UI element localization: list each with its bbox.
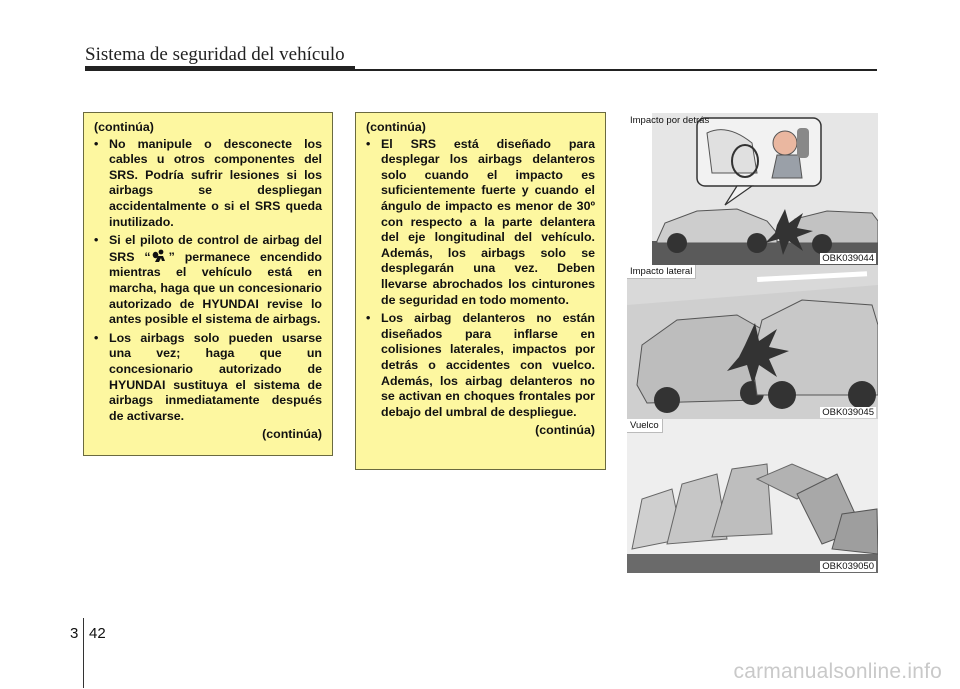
- figure-code-rear: OBK039044: [822, 253, 874, 264]
- box1-item-1: • No manipule o desconecte los cables u otros componentes del SRS. Podría sufrir lesiones si los airbags se despliegan accidentalmente o si el SRS queda inutilizado.: [94, 137, 322, 231]
- figure-code-side: OBK039045: [822, 407, 874, 418]
- figure-code-rollover: OBK039050: [822, 561, 874, 572]
- box1-item-2: • Si el piloto de control de airbag del SRS “ ” permanece encendido mientras el vehículo está en marcha, haga que un concesionario autorizado de HYUNDAI revise lo antes posible el sistema de airbags.: [94, 233, 322, 328]
- box1-list: [94, 137, 322, 425]
- box1-tail: (continúa): [262, 427, 322, 442]
- header-rule-thick: [85, 66, 355, 71]
- page-chapter: 3: [70, 625, 79, 642]
- watermark[interactable]: carmanualsonline.info: [733, 660, 942, 683]
- box1-head: (continúa): [94, 120, 154, 134]
- box2-tail: (continúa): [535, 423, 595, 438]
- caution-box-1: [83, 112, 333, 456]
- page-divider: [83, 618, 84, 688]
- caution-box-2: [355, 112, 606, 470]
- figure-label-rear: Impacto por detrás: [630, 115, 710, 126]
- figure-label-side: Impacto lateral: [627, 265, 696, 279]
- box2-item-1: • El SRS está diseñado para desplegar los airbags delanteros solo cuando el impacto es suficientemente fuerte y cuando el ángulo de impacto es menor de 30º con respecto a la parte delantera del eje longitudinal del vehículo. Además, los airbags solo se desplegarán una vez. Deben llevarse abrochados los cinturones de seguridad en todo momento.: [366, 137, 595, 309]
- box2-list: [366, 137, 595, 421]
- header-title: Sistema de seguridad del vehículo: [85, 44, 345, 65]
- airbag-warning-icon: [151, 249, 169, 263]
- figure-side-impact: [627, 265, 878, 419]
- header-rule-thin: [355, 69, 877, 71]
- figure-label-rollover: Vuelco: [627, 419, 663, 433]
- box2-head: (continúa): [366, 120, 426, 134]
- rear-impact-illustration: [627, 113, 878, 265]
- figure-rollover: [627, 419, 878, 573]
- side-impact-illustration: [627, 265, 878, 419]
- figure-rear-impact: [627, 113, 878, 265]
- page-number: 42: [89, 625, 106, 642]
- rollover-illustration: [627, 419, 878, 573]
- box2-item-2: • Los airbag delanteros no están diseñados para inflarse en colisiones laterales, impactos por detrás o accidentes con vuelco. Además, los airbag delanteros no se activan en choques frontales por debajo del umbral de despliegue.: [366, 311, 595, 420]
- box1-item-3: • Los airbags solo pueden usarse una vez; haga que un concesionario autorizado de HYUNDAI sustituya el sistema de airbags inmediatamente después de activarse.: [94, 331, 322, 425]
